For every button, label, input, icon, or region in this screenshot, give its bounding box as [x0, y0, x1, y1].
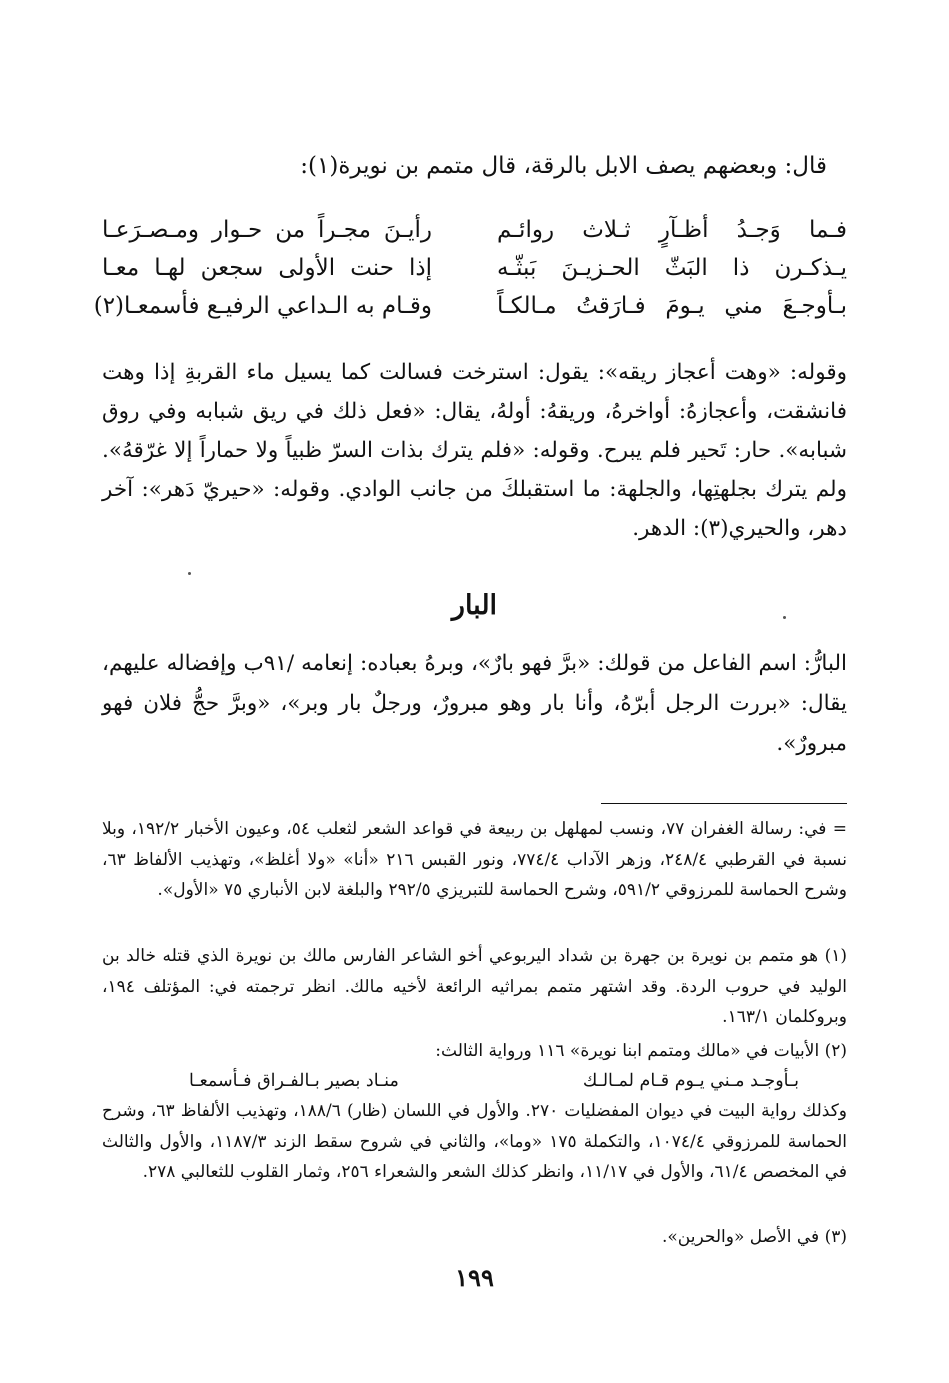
- verse-first-hemistich: يـذكـرن ذا البَثّ الحـزيـنَ بَبثّـه: [497, 255, 847, 281]
- footnote-3: (٣) في الأصل «والحرين».: [662, 1227, 847, 1247]
- verse-first-hemistich: فـما وَجـدُ أظـآرٍ ثـلاث روائـم: [497, 217, 847, 243]
- verse-second-hemistich: رأيـنَ مجـراً من حـوار ومـصـرَعـا: [102, 217, 432, 243]
- verse-second-hemistich: إذا حنت الأولى سجعن لهـا معـا: [102, 255, 432, 281]
- footnote-verse-second: منـاد بصير بـالفـراق فـأسمعـا: [189, 1071, 399, 1091]
- poem: [93, 212, 847, 326]
- footnote-continuation: = في: رسالة الغفران ٧٧، ونسب لمهلهل بن ربيعة في قواعد الشعر لثعلب ٥٤، وعيون الأخبار ١٩٢/٢، وبلا نسبة في القرطبي ٢٤٨/٤، وزهر الآداب ٧٧٤/٤، ونور القبس ٢١٦ «أنا» «ولا أغلظ»، وتهذيب الألفاظ ٦٣، وشرح الحماسة للمرزوقي ٥٩١/٢، وشرح الحماسة للتبريزي ٢٩٢/٥ والبلغة لابن الأنباري ٧٥ «الأول».: [102, 819, 847, 900]
- scan-speck: [783, 616, 786, 619]
- verse-second-hemistich: وقـام به الـداعي الرفيـع فأسمعـا(٢): [93, 293, 432, 319]
- commentary-paragraph: وقوله: «وهت أعجاز ريقه»: يقول: استرخت فسالت كما يسيل ماء القربةِ إذا وهت فانشقت، وأعجازهُ: أواخرهُ، وريقهُ: أولهُ، يقال: «فعل ذلك في ريق شبابه وفي روق شبابه». حار: تَحير فلم يبرح. وقوله: «فلم يترك بذات السرّ ظبياً ولا حماراً إلا غرّقهُ». ولم يترك بجلهتِها، والجلهة: ما استقبلكَ من جانب الوادي. وقوله: «حيريّ دَهر»: آخر دهر، والحيري(٣): الدهر.: [102, 360, 847, 541]
- poem-verse: [102, 250, 847, 288]
- footnote-2-verse: [189, 1066, 799, 1096]
- intro-line: قال: وبعضهم يصف الابل بالرقة، قال متمم بن نويرة(١):: [300, 153, 827, 179]
- page-number: ١٩٩: [455, 1263, 494, 1292]
- verse-first-hemistich: بـأوجـعَ مني يـومَ فـارَقتُ مـالكـاً: [497, 293, 847, 319]
- scan-speck: [188, 572, 191, 575]
- definition-paragraph: البارُّ: اسم الفاعل من قولك: «برَّ فهو بارٌ»، وبرهُ بعباده: إنعامه /٩١ب وإفضاله عليهم، يقال: «بررت الرجل أبرّهُ، وأنا بار وهو مبرورٌ، ورجلٌ بار وبر»، «وبرَّ حجُّ فلان فهو مبرورٌ».: [102, 651, 847, 756]
- section-title: البار: [451, 590, 498, 621]
- footnote-divider: [601, 803, 847, 804]
- poem-verse: [102, 212, 847, 250]
- footnote-1: (١) هو متمم بن نويرة بن جهرة بن شداد اليربوعي أخو الشاعر الفارس مالك بن نويرة الذي قتله خالد بن الوليد في حروب الردة. وقد اشتهر متمم بمراثيه الرائعة لأخيه مالك. انظر ترجمته في: المؤتلف ١٩٤، وبروكلمان ١٦٣/١.: [102, 946, 847, 1027]
- footnote-2-sources: وكذلك رواية البيت في ديوان المفضليات ٢٧٠. والأول في اللسان (ظار) ١٨٨/٦، وتهذيب الألفاظ ٦٣، وشرح الحماسة للمرزوقي ١٠٧٤/٤، والتكملة ١٧٥ «وما»، والثاني في شروح سقط الزند ١١٨٧/٣، والأول والثالث في المخصص ٦١/٤، والأول في ١١/١٧، وانظر كذلك الشعر والشعراء ٢٥٦، وثمار القلوب للثعالبي ٢٧٨.: [102, 1101, 848, 1182]
- footnote-2: (٢) الأبيات في «مالك ومتمم ابنا نويرة» ١١٦ ورواية الثالث:: [435, 1041, 847, 1061]
- footnote-verse-first: بـأوجـد مـني يـوم قـام لمـالـك: [582, 1071, 799, 1091]
- poem-verse: [93, 288, 847, 326]
